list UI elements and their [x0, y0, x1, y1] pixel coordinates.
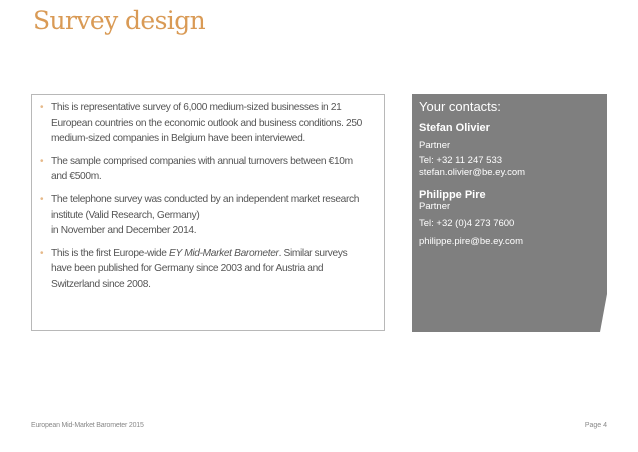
survey-description-box — [31, 94, 385, 331]
bullet-line: Switzerland since 2008. — [51, 278, 151, 290]
contacts-panel — [412, 94, 607, 332]
bullet-line: European countries on the economic outlook and business conditions. 250 — [51, 117, 362, 129]
bullet-line: This is representative survey of 6,000 medium-sized businesses in 21 — [51, 102, 342, 113]
bullet-icon: • — [40, 193, 44, 205]
bullet-item — [40, 246, 374, 293]
contact-email[interactable]: stefan.olivier@be.ey.com — [419, 167, 526, 178]
bullet-icon: • — [40, 247, 44, 259]
bullet-line: The telephone survey was conducted by an independent market research — [51, 193, 360, 205]
contact-name: Philippe Pire — [419, 189, 486, 201]
bullet-line: in November and December 2014. — [51, 225, 197, 237]
bullet-line — [51, 246, 374, 262]
bullet-line: institute (Valid Research, Germany) — [51, 209, 200, 221]
bullet-text: . Similar surveys — [278, 247, 348, 259]
contact-email[interactable]: philippe.pire@be.ey.com — [419, 236, 523, 247]
contact-name: Stefan Olivier — [419, 122, 490, 134]
page-number: Page 4 — [584, 422, 607, 429]
bullet-text: This is the first Europe-wide — [51, 247, 170, 259]
contacts-heading: Your contacts: — [419, 99, 501, 114]
footer-publication: European Mid-Market Barometer 2015 — [31, 422, 144, 429]
contact-role: Partner — [419, 201, 451, 212]
contact-phone: Tel: +32 (0)4 273 7600 — [419, 218, 515, 229]
page-title: Survey design — [33, 6, 206, 35]
bullet-line: medium-sized companies in Belgium have been interviewed. — [51, 133, 305, 145]
bullet-line: have been published for Germany since 2003 and for Austria and — [51, 263, 324, 275]
contact-phone: Tel: +32 11 247 533 — [419, 155, 503, 166]
bullet-icon: • — [40, 155, 44, 167]
bullet-icon: • — [40, 102, 44, 113]
bullet-item — [40, 154, 374, 185]
bullet-item — [40, 100, 374, 147]
bullet-line: and €500m. — [51, 171, 102, 183]
contact-role: Partner — [419, 140, 451, 151]
contacts-block — [419, 99, 604, 248]
bullet-item — [40, 192, 374, 239]
bullet-line: The sample comprised companies with annual turnovers between €10m — [51, 155, 353, 167]
barometer-name: EY Mid-Market Barometer — [169, 247, 279, 259]
